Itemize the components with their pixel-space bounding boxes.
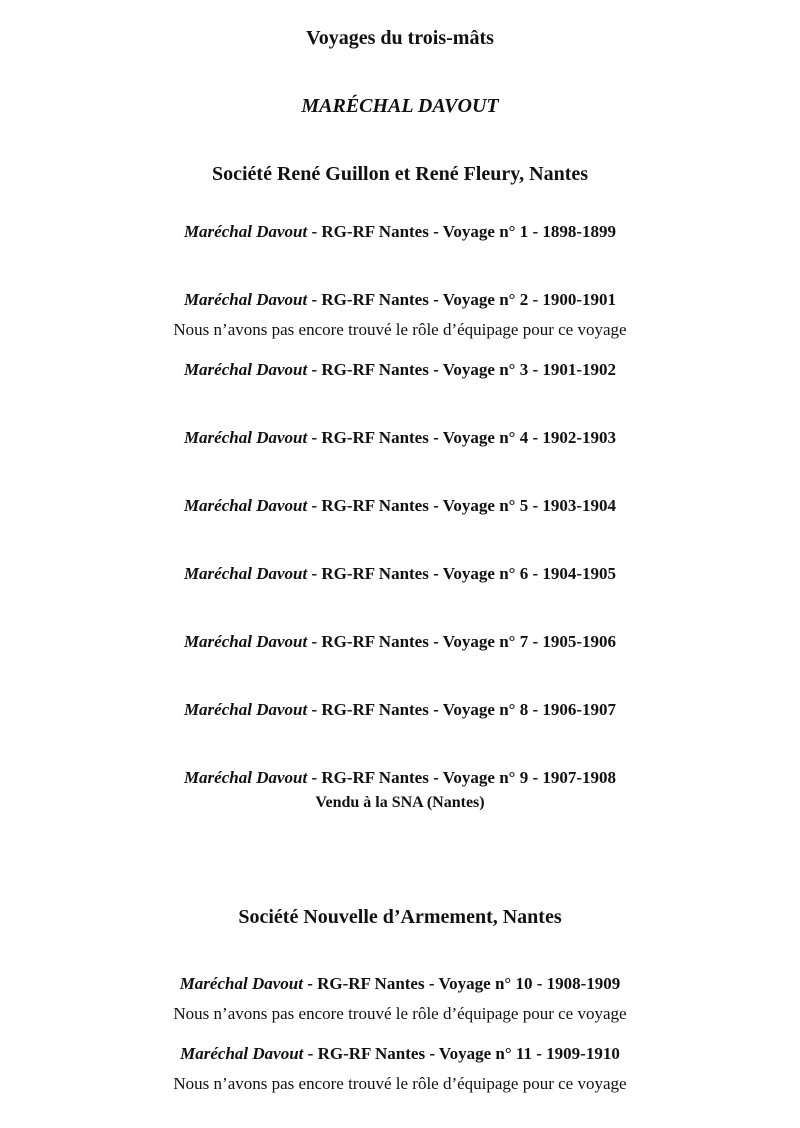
voyage-note-2: Nous n’avons pas encore trouvé le rôle d’équipage pour ce voyage <box>173 320 627 339</box>
voyage-ship-name: Maréchal Davout <box>183 632 308 651</box>
voyage-entry-6 <box>0 565 800 582</box>
voyage-details: - RG-RF Nantes - Voyage n° 11 - 1909-1910 <box>303 1044 620 1063</box>
voyage-ship-name: Maréchal Davout <box>183 700 308 719</box>
voyage-entry-10 <box>0 975 800 992</box>
voyage-entry-2 <box>0 291 800 308</box>
ship-name-heading: MARÉCHAL DAVOUT <box>301 95 499 117</box>
voyage-details: - RG-RF Nantes - Voyage n° 8 - 1906-1907 <box>307 700 617 719</box>
voyage-details: - RG-RF Nantes - Voyage n° 2 - 1900-1901 <box>307 290 617 309</box>
voyage-ship-name: Maréchal Davout <box>180 1044 304 1063</box>
voyage-ship-name: Maréchal Davout <box>183 290 308 309</box>
voyage-details: - RG-RF Nantes - Voyage n° 5 - 1903-1904 <box>307 496 617 515</box>
voyage-note-10: Nous n’avons pas encore trouvé le rôle d’équipage pour ce voyage <box>173 1004 627 1023</box>
voyage-details: - RG-RF Nantes - Voyage n° 6 - 1904-1905 <box>307 564 617 583</box>
voyage-ship-name: Maréchal Davout <box>183 496 308 515</box>
voyage-details: - RG-RF Nantes - Voyage n° 7 - 1905-1906 <box>307 632 617 651</box>
page-title: Voyages du trois-mâts <box>306 27 494 49</box>
voyage-details: - RG-RF Nantes - Voyage n° 10 - 1908-1909 <box>302 974 621 993</box>
voyage-ship-name: Maréchal Davout <box>183 428 308 447</box>
voyage-entry-8 <box>0 701 800 718</box>
voyage-note-11: Nous n’avons pas encore trouvé le rôle d’équipage pour ce voyage <box>173 1074 627 1093</box>
section-heading-guillon-fleury: Société René Guillon et René Fleury, Nantes <box>211 163 589 185</box>
voyage-ship-name: Maréchal Davout <box>183 564 308 583</box>
voyage-sold-note: Vendu à la SNA (Nantes) <box>315 794 485 811</box>
voyage-details: - RG-RF Nantes - Voyage n° 3 - 1901-1902 <box>307 360 617 379</box>
voyage-ship-name: Maréchal Davout <box>183 768 308 787</box>
voyage-entry-5 <box>0 497 800 514</box>
voyage-details: - RG-RF Nantes - Voyage n° 4 - 1902-1903 <box>307 428 617 447</box>
voyage-ship-name: Maréchal Davout <box>179 974 303 993</box>
voyage-ship-name: Maréchal Davout <box>183 222 308 241</box>
voyage-entry-4 <box>0 429 800 446</box>
voyage-details: - RG-RF Nantes - Voyage n° 9 - 1907-1908 <box>307 768 617 787</box>
voyage-ship-name: Maréchal Davout <box>183 360 308 379</box>
voyage-entry-9 <box>0 769 800 786</box>
voyage-details: - RG-RF Nantes - Voyage n° 1 - 1898-1899 <box>307 222 617 241</box>
voyage-entry-11 <box>0 1045 800 1062</box>
section-heading-sna: Société Nouvelle d’Armement, Nantes <box>238 906 562 928</box>
voyage-entry-1 <box>0 223 800 240</box>
voyage-entry-7 <box>0 633 800 650</box>
voyage-entry-3 <box>0 361 800 378</box>
